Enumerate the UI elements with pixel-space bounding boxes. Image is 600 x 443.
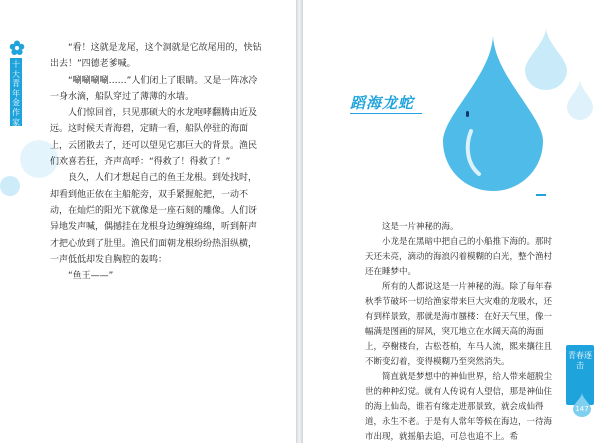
series-label: 十大青年金作家丛书: [12, 60, 20, 146]
separator-mark: [536, 194, 546, 196]
chapter-title: 蹈海龙蛇: [350, 94, 415, 112]
title-underline: [350, 113, 422, 114]
paragraph: “唰唰唰唰……”人们闭上了眼睛。又是一阵冰冷一身水滴，船队穿过了薄薄的水墙。: [50, 75, 258, 102]
paragraph: 所有的人都说这是一片神秘的海。除了每年春秋季节破坏一切给渔家带来巨大灾难的龙吸水，还有到样景致，那就是海市蜃楼：在好天气里，像一幅满是图画的屏风，突兀地立在水阔天高的海面上，亭榭楼台，古松苍柏，车马人流，熙来攘往且不断变幻着，变得模糊乃至突然消失。: [365, 282, 553, 367]
left-body-text: [50, 40, 265, 284]
left-page: [0, 0, 296, 443]
paragraph: “鱼王——”: [68, 271, 114, 282]
paragraph: 小龙是在黑暗中把自己的小船推下海的。那时天还未亮，滴动的海浪闪着模糊的白光，整个渔村还在睡梦中。: [365, 237, 553, 277]
paragraph: 这是一片神秘的海。: [382, 222, 459, 232]
paragraph: 简直就是梦想中的神仙世界，给人带来超脱尘世的种种幻觉。就有人传说有人望信，那是神仙住的海上仙岛，谁若有缘走进那景致，就会成仙得道，永生不老。于是有人常年等候在海边，一待海市出现，就摇船去追，可总也追不上。希: [365, 372, 553, 442]
book-gutter: [296, 0, 303, 443]
water-drop-tiny-icon: [567, 80, 593, 120]
side-tab-label: 青春逐击: [568, 351, 592, 370]
flower-icon: [9, 40, 25, 56]
decorative-circle-small: [0, 176, 20, 196]
title-dot: [466, 111, 469, 117]
right-body-text: [365, 220, 555, 443]
water-drop-small-icon: [525, 28, 567, 90]
page-number: 147: [575, 405, 589, 413]
paragraph: 人们惊回首，只见那硕大的水龙咆哮翻腾由近及远。这时候天青海碧，定睛一看，船队停驻的海面上，云团散去了，还可以望见它那巨大的背景。渔民们欢喜若狂，齐声高呼：“得救了！得救了！”: [50, 108, 258, 168]
paragraph: 良久，人们才想起自己的鱼王龙根。到处找时，却看到他正依在主船舵旁，双手紧握舵把，一动不动，在灿烂的阳光下就像是一座石刻的雕像。人们讶异地发声喊，偶撼挂在龙根身边缠缠绵绵，听到鼾声才把心放到了肚里。渔民们面朝龙根纷纷热泪纵横，一声低低却发自胸腔的轰鸣：: [50, 173, 258, 265]
paragraph: “看！这就是龙尾，这个洞就是它故尾用的，快钻出去！”四德老爹喊。: [50, 43, 262, 70]
right-page: [303, 0, 600, 443]
